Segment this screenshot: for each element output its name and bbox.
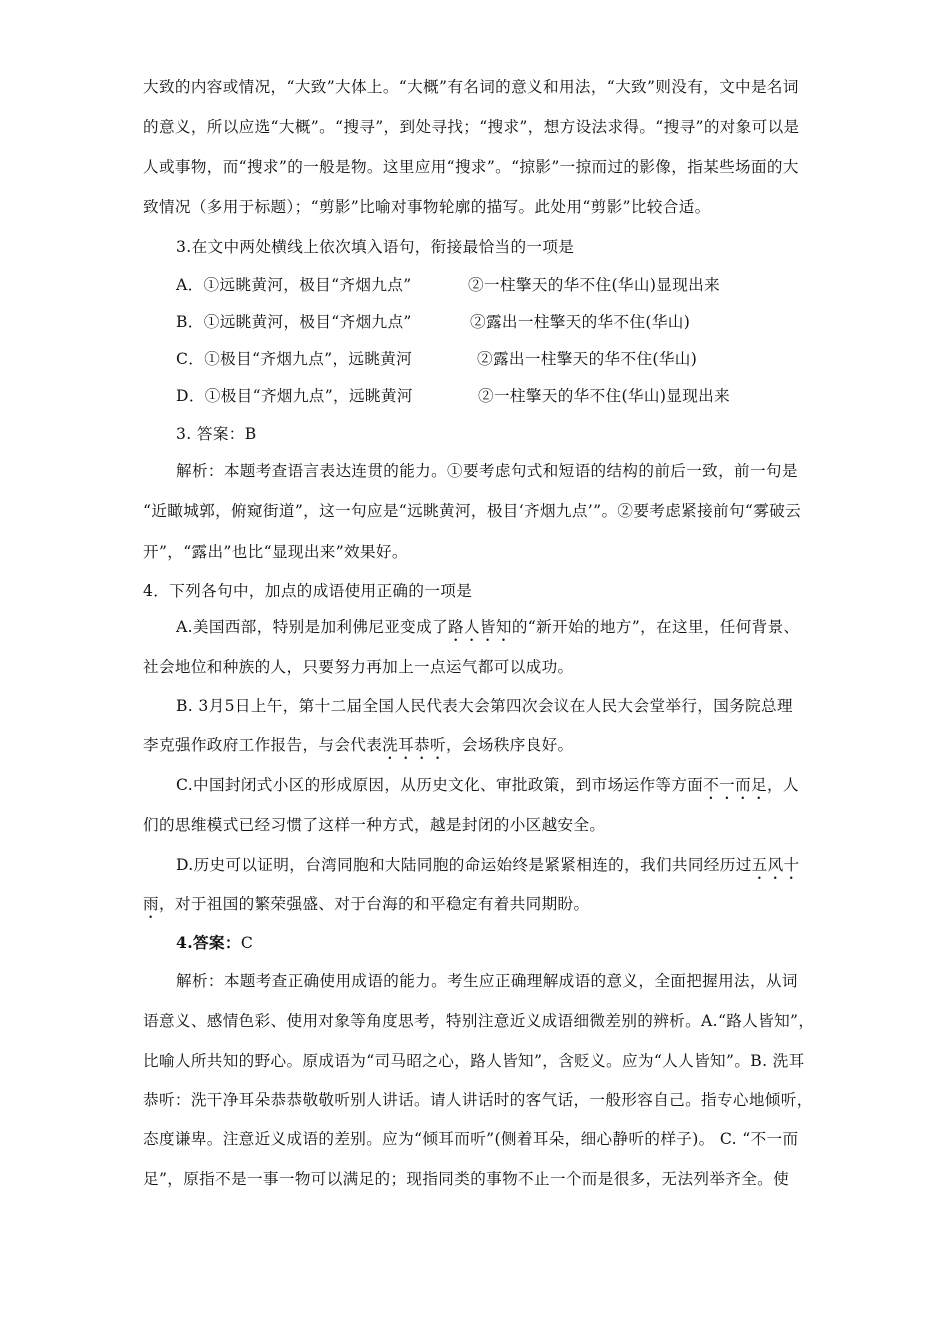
option-a-part2: ②一柱擎天的华不住(华山)显现出来 — [468, 276, 721, 294]
option-a-line-2: 社会地位和种族的人，只要努力再加上一点运气都可以成功。 — [143, 658, 574, 676]
question-3-stem: 3.在文中两处横线上依次填入语句，衔接最恰当的一项是 — [176, 238, 575, 256]
option-d-text: D.历史可以证明，台湾同胞和大陆同胞的命运始终是紧紧相连的，我们共同经历过 — [176, 856, 752, 874]
option-c-part1: C．①极目“齐烟九点”，远眺黄河 — [176, 350, 413, 368]
question-4-answer — [176, 928, 253, 958]
analysis-line: 恭听：洗干净耳朵恭恭敬敬听别人讲话。请人讲话时的客气话，一般形容自己。指专心地倾听， — [143, 1091, 813, 1109]
option-d-text: ，对于祖国的繁荣强盛、对于台海的和平稳定有着共同期盼。 — [158, 895, 590, 913]
emphasized-idiom: 洗耳恭听 — [382, 736, 446, 754]
option-d-line-2 — [143, 889, 589, 919]
analysis-line: 态度谦卑。注意近义成语的差别。应为“倾耳而听”(侧着耳朵，细心静听的样子)。 C. “不一而 — [143, 1130, 799, 1148]
question-4-stem: 4．下列各句中，加点的成语使用正确的一项是 — [143, 582, 473, 600]
option-b-part2: ②露出一柱擎天的华不住(华山) — [470, 313, 691, 331]
analysis-line: 比喻人所共知的野心。原成语为“司马昭之心，路人皆知”，含贬义。应为“人人皆知”。B. 洗耳 — [143, 1052, 805, 1070]
analysis-line: 解析：本题考查正确使用成语的能力。考生应正确理解成语的意义，全面把握用法，从词 — [176, 972, 798, 990]
answer-label: 4.答案： — [176, 933, 241, 952]
emphasized-idiom: 路人皆知 — [448, 618, 512, 636]
emphasized-idiom: 雨 — [143, 895, 159, 913]
answer-value: C — [240, 934, 254, 952]
paragraph-line: 大致的内容或情况，“大致”大体上。“大概”有名词的意义和用法，“大致”则没有，文中是名词 — [143, 78, 799, 96]
option-c-text: C.中国封闭式小区的形成原因，从历史文化、审批政策，到市场运作等方面 — [176, 776, 704, 794]
option-c-line — [176, 770, 799, 800]
option-d-part2: ②一柱擎天的华不住(华山)显现出来 — [478, 387, 731, 405]
option-a-text: 的“新开始的地方”，在这里，任何背景、 — [511, 618, 800, 636]
option-b-text: 李克强作政府工作报告，与会代表 — [143, 736, 383, 754]
option-d-line — [176, 850, 799, 880]
paragraph-line: 致情况（多用于标题）；“剪影”比喻对事物轮廓的描写。此处用“剪影”比较合适。 — [143, 198, 711, 216]
emphasized-idiom: 五风十 — [751, 856, 800, 874]
paragraph-line: 人或事物，而“搜求”的一般是物。这里应用“搜求”。“掠影”一掠而过的影像，指某些场面的大 — [143, 158, 799, 176]
option-a-line — [176, 612, 800, 642]
analysis-line: 语意义、感情色彩、使用对象等角度思考，特别注意近义成语细微差别的辨析。A.“路人皆知”， — [143, 1012, 815, 1030]
paragraph-line: 的意义，所以应选“大概”。“搜寻”，到处寻找；“搜求”，想方设法求得。“搜寻”的对象可以是 — [143, 118, 800, 136]
analysis-line: “近瞰城郭，俯窥街道”，这一句应是“远眺黄河，极目‘齐烟九点’”。②要考虑紧接前句“雾破云 — [143, 502, 802, 520]
option-d-part1: D．①极目“齐烟九点”，远眺黄河 — [176, 387, 413, 405]
option-b-line-2 — [143, 730, 574, 760]
analysis-line: 解析：本题考查语言表达连贯的能力。①要考虑句式和短语的结构的前后一致，前一句是 — [176, 462, 798, 480]
option-b-line: B. 3月5日上午，第十二届全国人民代表大会第四次会议在人民大会堂举行，国务院总理 — [176, 697, 793, 715]
question-3-answer: 3. 答案：B — [176, 425, 257, 443]
option-c-text: ，人 — [767, 776, 799, 794]
analysis-line: 开”，“露出”也比“显现出来”效果好。 — [143, 543, 408, 561]
option-a-text: A.美国西部，特别是加利佛尼亚变成了 — [176, 618, 449, 636]
analysis-line: 足”，原指不是一事一物可以满足的；现指同类的事物不止一个而是很多，无法列举齐全。使 — [143, 1170, 790, 1188]
emphasized-idiom: 不一而足 — [703, 776, 768, 794]
option-c-part2: ②露出一柱擎天的华不住(华山) — [477, 350, 698, 368]
option-a-part1: A．①远眺黄河，极目“齐烟九点” — [176, 276, 412, 294]
option-b-part1: B．①远眺黄河，极目“齐烟九点” — [176, 313, 412, 331]
option-c-line-2: 们的思维模式已经习惯了这样一种方式，越是封闭的小区越安全。 — [143, 816, 606, 834]
option-b-text: ，会场秩序良好。 — [445, 736, 574, 754]
